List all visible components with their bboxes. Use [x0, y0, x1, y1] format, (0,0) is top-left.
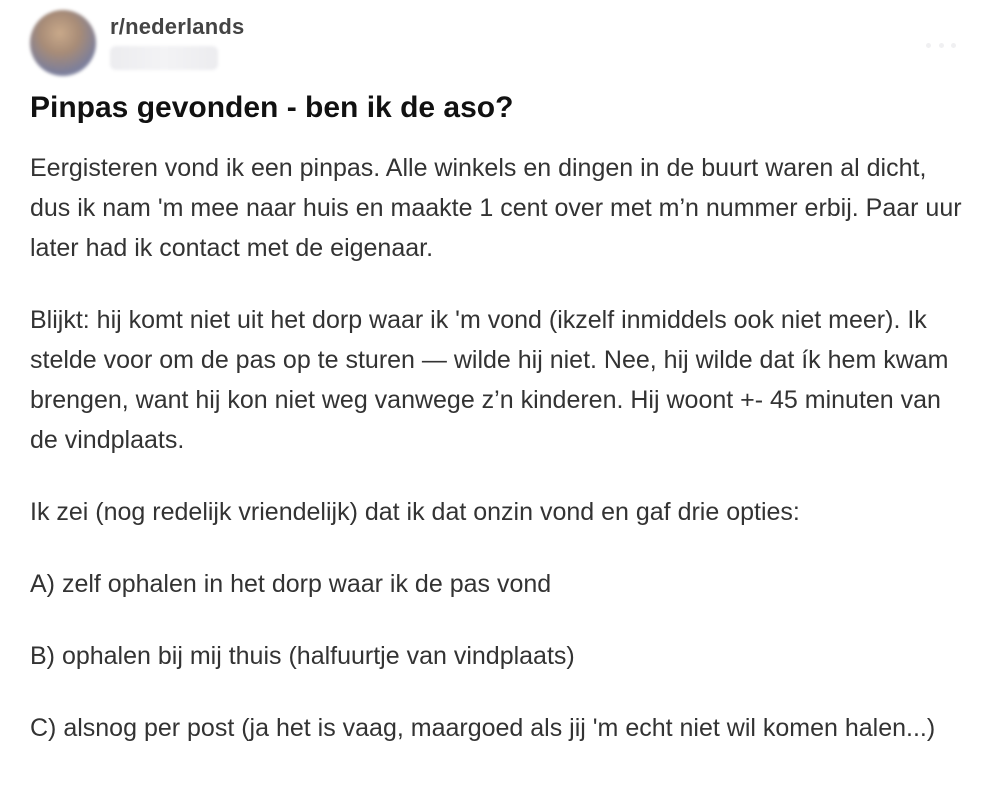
post-paragraph: B) ophalen bij mij thuis (halfuurtje van vindplaats) — [30, 642, 575, 670]
post-title[interactable]: Pinpas gevonden - ben ik de aso? — [30, 91, 514, 124]
subreddit-name[interactable]: r/nederlands — [110, 14, 245, 39]
post-meta-blurred — [110, 46, 218, 70]
post-paragraph: C) alsnog per post (ja het is vaag, maargoed als jij 'm echt niet wil komen halen...) — [30, 714, 936, 742]
more-options-icon[interactable] — [926, 38, 956, 52]
post-paragraph: Blijkt: hij komt niet uit het dorp waar ik 'm vond (ikzelf inmiddels ook niet meer). Ik stelde voor om de pas op te sturen — wilde hij niet. Nee, hij wilde dat ík hem kwam brengen, want hij kon niet weg vanwege z’n kinderen. Hij woont +- 45 minuten van de vindplaats. — [30, 306, 949, 454]
more-dot — [926, 43, 931, 48]
avatar[interactable] — [30, 10, 96, 76]
post-header — [30, 10, 970, 76]
post-paragraph: A) zelf ophalen in het dorp waar ik de pas vond — [30, 570, 552, 598]
post-paragraph: Eergisteren vond ik een pinpas. Alle winkels en dingen in de buurt waren al dicht, dus ik nam 'm mee naar huis en maakte 1 cent over met m’n nummer erbij. Paar uur later had ik contact met de eigenaar. — [30, 154, 962, 262]
more-dot — [939, 43, 944, 48]
post-paragraph: Ik zei (nog redelijk vriendelijk) dat ik dat onzin vond en gaf drie opties: — [30, 498, 800, 526]
post-body — [30, 148, 970, 780]
more-dot — [951, 43, 956, 48]
